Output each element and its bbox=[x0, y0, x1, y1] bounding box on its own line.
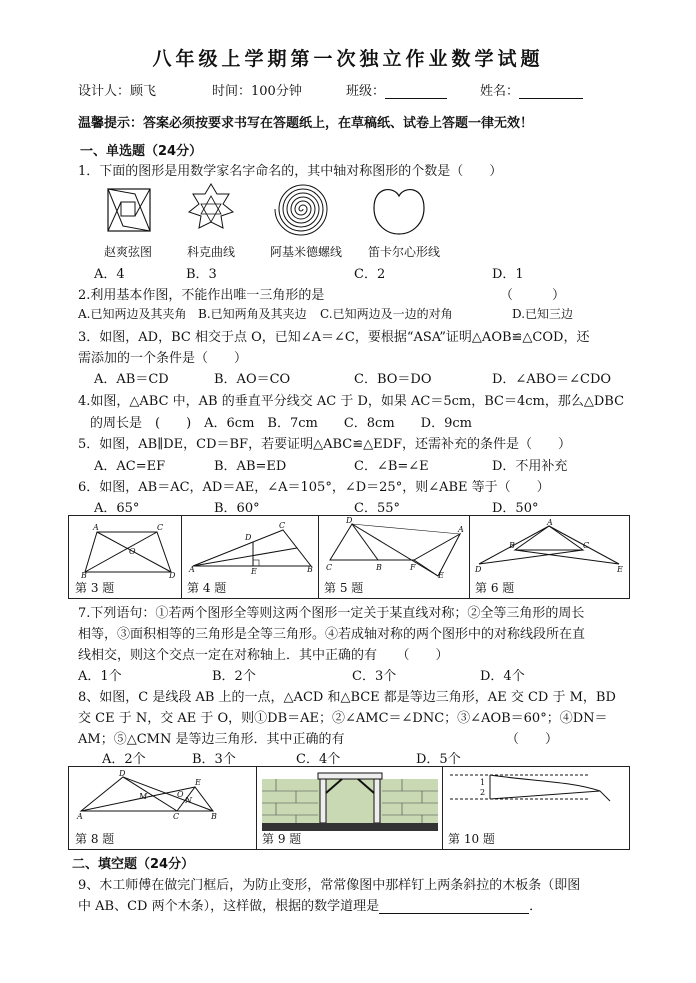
q1-stem: 1．下面的图形是用数学家名字命名的，其中轴对称图形的个数是（ ） bbox=[78, 164, 503, 179]
q4-line-1: 4.如图，△ABC 中，AB 的垂直平分线交 AC 于 D，如果 AC＝5cm，BC＝4cm，那么△DBC bbox=[78, 394, 625, 409]
svg-text:C: C bbox=[157, 523, 164, 532]
svg-text:M: M bbox=[139, 792, 148, 801]
caption-q8: 第 8 题 bbox=[75, 832, 115, 846]
q3-option-b: B．AO＝CO bbox=[214, 372, 291, 387]
time-label: 时间：100分钟 bbox=[212, 84, 302, 99]
q6-diagram bbox=[475, 518, 623, 574]
svg-text:D: D bbox=[119, 769, 126, 778]
cardioid-figure bbox=[372, 186, 426, 236]
q7-option-b: B．2个 bbox=[212, 669, 256, 684]
svg-text:B: B bbox=[307, 565, 313, 574]
q9-line-1: 9、木工师傅在做完门框后，为防止变形，常常像图中那样钉上两条斜拉的木板条（即图 bbox=[78, 878, 581, 893]
caption-q4: 第 4 题 bbox=[187, 581, 227, 595]
figure-cell-q5 bbox=[318, 516, 470, 598]
q3-option-c: C．BO＝DO bbox=[354, 372, 432, 387]
svg-text:D: D bbox=[245, 533, 252, 542]
svg-text:D: D bbox=[169, 571, 176, 580]
figure-cell-q4 bbox=[181, 516, 319, 598]
figure-label-4: 笛卡尔心形线 bbox=[368, 245, 441, 259]
svg-text:B: B bbox=[81, 571, 87, 580]
koch-figure bbox=[185, 182, 237, 238]
caption-q10: 第 10 题 bbox=[448, 832, 495, 846]
svg-text:E: E bbox=[251, 567, 257, 576]
q2-answer-paren: （ ） bbox=[500, 288, 566, 303]
q9-doorframe-diagram bbox=[262, 769, 438, 831]
q9-answer-blank[interactable] bbox=[379, 913, 529, 914]
svg-text:D: D bbox=[475, 565, 482, 574]
q3-option-d: D．∠ABO＝∠CDO bbox=[492, 372, 612, 387]
q8-option-b: B．3个 bbox=[192, 752, 236, 767]
svg-text:2: 2 bbox=[480, 788, 486, 797]
q5-option-c: C．∠B=∠E bbox=[354, 459, 429, 474]
page-title: 八年级上学期第一次独立作业数学试题 bbox=[152, 48, 544, 70]
svg-text:C: C bbox=[583, 541, 590, 550]
svg-text:O: O bbox=[177, 790, 184, 799]
q8-line-2: 交 CE 于 N，交 AE 于 O，则①DB＝AE；②∠AMC＝∠DNC；③∠AOB＝60°；④DN＝ bbox=[78, 711, 608, 726]
q5-option-b: B．AB=ED bbox=[214, 459, 287, 474]
q10-diagram bbox=[450, 771, 622, 827]
name-field bbox=[480, 80, 583, 99]
q2-option-d: D.已知三边 bbox=[512, 307, 574, 321]
svg-text:A: A bbox=[93, 523, 99, 532]
q1-option-a: A．4 bbox=[94, 267, 125, 282]
q8-option-c: C．4个 bbox=[296, 752, 341, 767]
q3-line-1: 3．如图，AD，BC 相交于点 O，已知∠A＝∠C，要根据“ASA”证明△AOB≌△COD，还 bbox=[78, 330, 590, 345]
caption-q5: 第 5 题 bbox=[324, 581, 364, 595]
q2-option-a: A.已知两边及其夹角 bbox=[78, 307, 187, 321]
q2-option-b: B.已知两角及其夹边 bbox=[198, 307, 307, 321]
q7-line-3: 线相交，则这个交点一定在对称轴上．其中正确的有 （ ） bbox=[78, 648, 449, 663]
q6-option-d: D．50° bbox=[492, 501, 539, 516]
q6-stem: 6．如图，AB＝AC，AD＝AE，∠A＝105°，∠D＝25°，则∠ABE 等于（ ） bbox=[78, 480, 550, 495]
q6-option-c: C．55° bbox=[354, 501, 400, 516]
q8-option-d: D．5个 bbox=[416, 752, 461, 767]
q7-option-d: D．4个 bbox=[480, 669, 525, 684]
q5-option-d: D．不用补充 bbox=[492, 459, 568, 474]
q8-option-a: A．2个 bbox=[102, 752, 146, 767]
figure-label-3: 阿基米德螺线 bbox=[270, 245, 343, 259]
q7-line-2: 相等，③面积相等的三角形是全等三角形。④若成轴对称的两个图形中的对称线段所在直 bbox=[78, 627, 586, 642]
svg-text:A: A bbox=[189, 565, 195, 574]
figure-label-1: 赵爽弦图 bbox=[104, 245, 153, 259]
svg-text:C: C bbox=[173, 812, 180, 821]
designer-label: 设计人：顾飞 bbox=[78, 84, 157, 99]
section-title-1: 一、单选题（24分） bbox=[80, 144, 203, 159]
svg-text:F: F bbox=[410, 563, 416, 572]
svg-text:B: B bbox=[211, 812, 217, 821]
q7-option-a: A．1个 bbox=[78, 669, 122, 684]
figure-cell-q8 bbox=[69, 767, 257, 849]
q2-stem: 2.利用基本作图，不能作出唯一三角形的是 bbox=[78, 288, 325, 303]
q8-line-3: AM；⑤△CMN 是等边三角形．其中正确的有 bbox=[78, 732, 345, 747]
svg-text:B: B bbox=[376, 563, 382, 572]
q5-diagram bbox=[326, 516, 464, 580]
zhaoshuang-figure bbox=[107, 188, 151, 232]
q5-stem: 5．如图，AB∥DE，CD＝BF，若要证明△ABC≌△EDF，还需补充的条件是（ ） bbox=[78, 437, 572, 452]
figure-panel-row1 bbox=[68, 515, 630, 599]
q7-option-c: C．3个 bbox=[352, 669, 397, 684]
svg-text:B: B bbox=[509, 541, 515, 550]
q2-option-c: C.已知两边及一边的对角 bbox=[320, 307, 453, 321]
q8-diagram bbox=[77, 771, 249, 829]
svg-text:N: N bbox=[185, 796, 192, 805]
class-field bbox=[346, 80, 447, 99]
svg-text:C: C bbox=[326, 563, 333, 572]
class-label: 班级： bbox=[346, 84, 386, 99]
figure-panel-row2 bbox=[68, 766, 630, 850]
svg-text:O: O bbox=[129, 547, 136, 556]
caption-q9: 第 9 题 bbox=[262, 832, 302, 846]
name-label: 姓名： bbox=[480, 84, 520, 99]
q9-line-2: 中 AB、CD 两个木条），这样做，根据的数学道理是 bbox=[78, 899, 380, 914]
figure-label-2: 科克曲线 bbox=[187, 245, 236, 259]
svg-text:C: C bbox=[279, 521, 286, 530]
q8-line-1: 8、如图，C 是线段 AB 上的一点，△ACD 和△BCE 都是等边三角形，AE 交 CD 于 M，BD bbox=[78, 690, 616, 705]
caption-q3: 第 3 题 bbox=[75, 581, 115, 595]
svg-text:E: E bbox=[438, 571, 444, 580]
q3-option-a: A．AB＝CD bbox=[94, 372, 169, 387]
svg-text:A: A bbox=[77, 812, 83, 821]
svg-text:E: E bbox=[617, 565, 623, 574]
warm-tip: 温馨提示：答案必须按要求书写在答题纸上，在草稿纸、试卷上答题一律无效！ bbox=[78, 116, 534, 131]
q1-option-c: C．2 bbox=[354, 267, 386, 282]
svg-text:E: E bbox=[195, 778, 201, 787]
figure-cell-q3 bbox=[69, 516, 182, 598]
svg-text:D: D bbox=[346, 516, 353, 525]
q6-option-b: B．60° bbox=[214, 501, 260, 516]
q1-option-b: B．3 bbox=[186, 267, 217, 282]
figure-cell-q9 bbox=[256, 767, 443, 849]
svg-text:A: A bbox=[547, 518, 553, 527]
section-title-2: 二、填空题（24分） bbox=[72, 857, 195, 872]
q7-line-1: 7.下列语句：①若两个图形全等则这两个图形一定关于某直线对称；②全等三角形的周长 bbox=[78, 606, 585, 621]
spiral-figure bbox=[272, 180, 330, 238]
figure-cell-q6 bbox=[469, 516, 629, 598]
figure-cell-q10 bbox=[442, 767, 629, 849]
q6-option-a: A．65° bbox=[94, 501, 140, 516]
q3-diagram bbox=[81, 522, 175, 578]
q8-answer-paren: （ ） bbox=[506, 732, 559, 747]
svg-text:1: 1 bbox=[480, 778, 486, 787]
q4-line-2: 的周长是 ( ) A．6cm B．7cm C．8cm D．9cm bbox=[90, 416, 472, 431]
q5-option-a: A．AC=EF bbox=[94, 459, 166, 474]
svg-text:A: A bbox=[458, 525, 464, 534]
caption-q6: 第 6 题 bbox=[475, 581, 515, 595]
q4-diagram bbox=[189, 522, 313, 574]
q3-line-2: 需添加的一个条件是（ ） bbox=[78, 351, 248, 366]
q1-option-d: D．1 bbox=[492, 267, 524, 282]
q9-line-2-wrap: 中 AB、CD 两个木条），这样做，根据的数学道理是 ． bbox=[78, 899, 543, 914]
